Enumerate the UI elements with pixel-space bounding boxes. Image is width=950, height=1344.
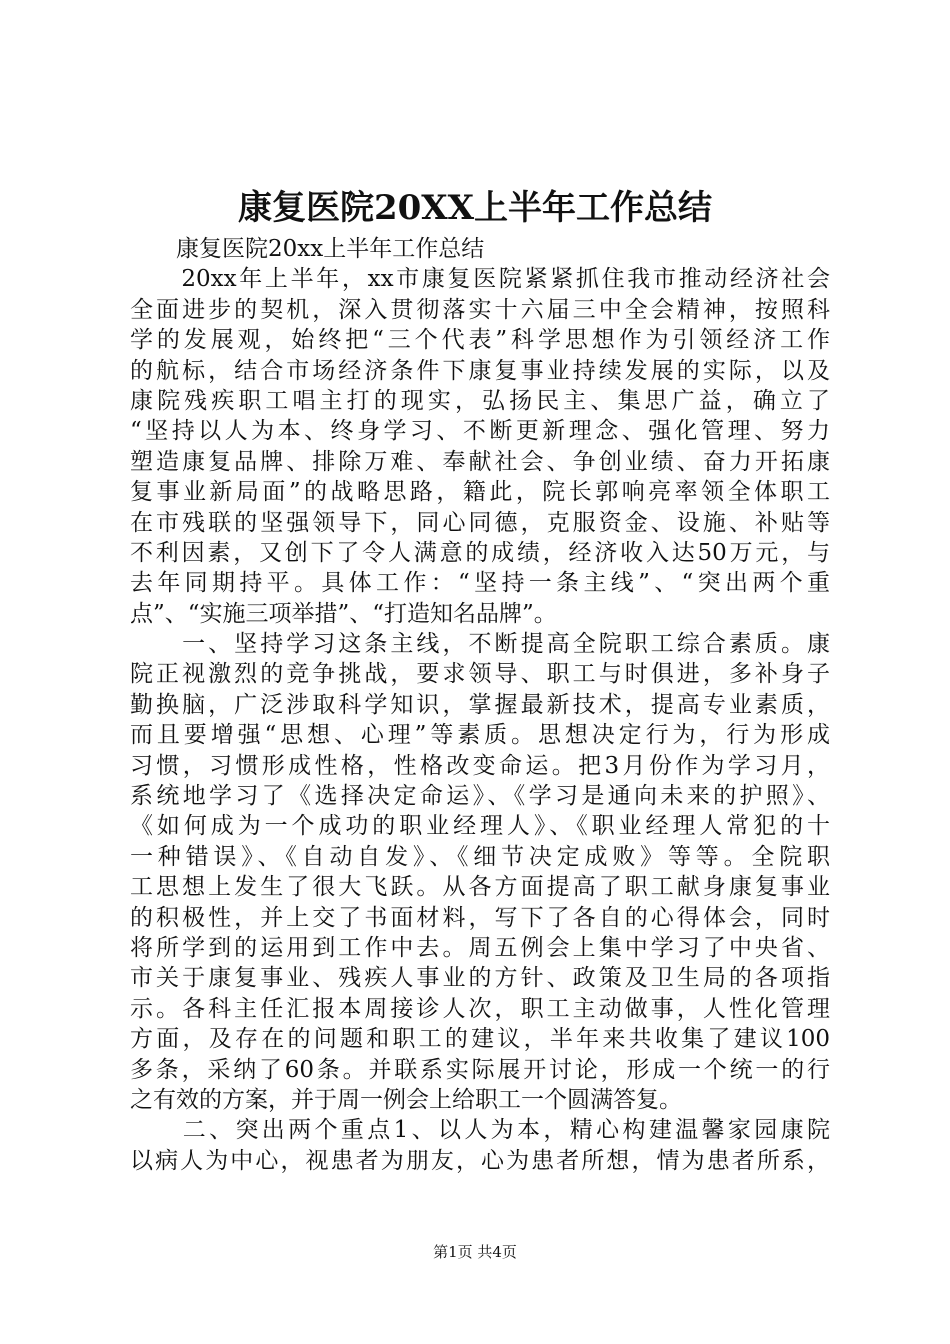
text-line: 市关于康复事业、残疾人事业的方针、政策及卫生局的各项指 [130, 965, 830, 992]
document-body [130, 234, 830, 1176]
text-line: 康复医院20xx上半年工作总结 [130, 236, 485, 262]
text-line: 学的发展观，始终把“三个代表”科学思想作为引领经济工作 [130, 327, 830, 354]
text-line: 20xx年上半年，xx市康复医院紧紧抓住我市推动经济社会 [130, 266, 830, 293]
text-line: “坚持以人为本、终身学习、不断更新理念、强化管理、努力 [130, 418, 830, 445]
text-line: 系统地学习了《选择决定命运》、《学习是通向未来的护照》、 [130, 783, 830, 810]
text-line: 《如何成为一个成功的职业经理人》、《职业经理人常犯的十 [130, 813, 830, 840]
text-line: 二、突出两个重点1、以人为本，精心构建温馨家园康院 [130, 1117, 830, 1144]
text-line: 的积极性，并上交了书面材料，写下了各自的心得体会，同时 [130, 904, 830, 931]
text-line: 全面进步的契机，深入贯彻落实十六届三中全会精神，按照科 [130, 296, 830, 323]
text-line: 塑造康复品牌、排除万难、奉献社会、争创业绩、奋力开拓康 [130, 448, 830, 475]
text-line: 康院残疾职工唱主打的现实，弘扬民主、集思广益，确立了 [130, 387, 830, 414]
text-line: 示。各科主任汇报本周接诊人次，职工主动做事，人性化管理 [130, 995, 830, 1022]
text-line: 的航标，结合市场经济条件下康复事业持续发展的实际，以及 [130, 357, 830, 384]
text-line: 点”、“实施三项举措”、“打造知名品牌”。 [130, 600, 557, 627]
text-line: 不利因素，又创下了令人满意的成绩，经济收入达50万元，与 [130, 539, 830, 566]
text-line: 而且要增强“思想、心理”等素质。思想决定行为，行为形成 [130, 722, 830, 749]
text-line: 勤换脑，广泛涉取科学知识，掌握最新技术，提高专业素质， [130, 691, 830, 718]
text-line: 将所学到的运用到工作中去。周五例会上集中学习了中央省、 [130, 934, 830, 961]
page-footer: 第1页 共4页 [433, 1243, 517, 1261]
text-line: 在市残联的坚强领导下，同心同德，克服资金、设施、补贴等 [130, 509, 830, 536]
text-line: 一种错误》、《自动自发》、《细节决定成败》等等。全院职 [130, 843, 830, 870]
text-line: 习惯，习惯形成性格，性格改变命运。把3月份作为学习月， [130, 752, 830, 779]
text-line: 以病人为中心，视患者为朋友，心为患者所想，情为患者所系， [130, 1147, 830, 1174]
text-line: 一、坚持学习这条主线，不断提高全院职工综合素质。康 [130, 631, 830, 658]
text-line: 工思想上发生了很大飞跃。从各方面提高了职工献身康复事业 [130, 874, 830, 901]
text-line: 之有效的方案，并于周一例会上给职工一个圆满答复。 [130, 1086, 682, 1113]
document-title: 康复医院20XX上半年工作总结 [237, 188, 713, 228]
text-line: 多条，采纳了60条。并联系实际展开讨论，形成一个统一的行 [130, 1056, 830, 1083]
text-line: 去年同期持平。具体工作：“坚持一条主线”、“突出两个重 [130, 570, 830, 597]
text-line: 复事业新局面”的战略思路，籍此，院长郭响亮率领全体职工 [130, 479, 830, 506]
text-line: 院正视激烈的竞争挑战，要求领导、职工与时俱进，多补身子 [130, 661, 830, 688]
text-line: 方面，及存在的问题和职工的建议，半年来共收集了建议100 [130, 1026, 830, 1053]
